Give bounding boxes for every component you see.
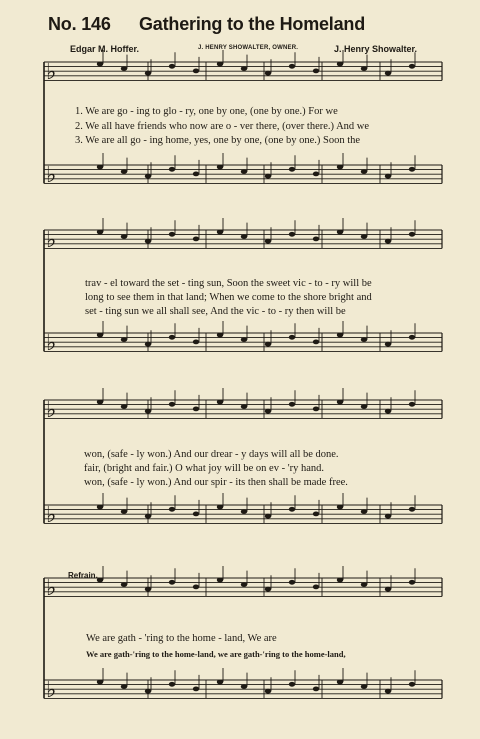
lyricist-credit: Edgar M. Hoffer. (70, 44, 140, 54)
svg-text:♭: ♭ (46, 60, 57, 85)
lyric-line: We are gath-'ring to the home-land, we are gath-'ring to the home-land, (86, 649, 346, 659)
svg-text:♭: ♭ (46, 228, 57, 253)
lyric-line: long to see them in that land; When we come to the shore bright and (85, 292, 372, 303)
lyric-line: 1. We are go - ing to glo - ry, one by one, (one by one.) For we (75, 106, 338, 117)
hymn-number: No. 146 (48, 14, 111, 34)
lyric-line: 2. We all have friends who now are o - ver there, (over there.) And we (75, 121, 370, 132)
refrain-label: Refrain. (68, 571, 98, 580)
lyric-line: trav - el toward the set - ting sun, Soon the sweet vic - to - ry will be (85, 278, 372, 289)
svg-text:♭: ♭ (46, 163, 57, 188)
lyric-line: won, (safe - ly won.) And our drear - y days will all be done. (84, 449, 339, 460)
svg-text:♭: ♭ (46, 576, 57, 601)
svg-text:♭: ♭ (46, 398, 57, 423)
svg-text:♭: ♭ (46, 503, 57, 528)
svg-text:♭: ♭ (46, 678, 57, 703)
svg-text:♭: ♭ (46, 331, 57, 356)
hymn-title: Gathering to the Homeland (139, 14, 366, 34)
composer-credit: J. Henry Showalter. (334, 44, 418, 54)
lyric-line: fair, (bright and fair.) O what joy will be on ev - 'ry hand. (84, 463, 324, 474)
lyric-line: won, (safe - ly won.) And our spir - its then shall be made free. (84, 477, 348, 488)
lyric-line: We are gath - 'ring to the home - land, We are (86, 633, 277, 644)
lyric-line: set - ting sun we all shall see, And the vic - to - ry then will be (85, 306, 346, 317)
owner-credit: J. HENRY SHOWALTER, OWNER. (198, 45, 299, 51)
lyric-line: 3. We are all go - ing home, yes, one by one, (one by one.) Soon the (75, 135, 361, 146)
